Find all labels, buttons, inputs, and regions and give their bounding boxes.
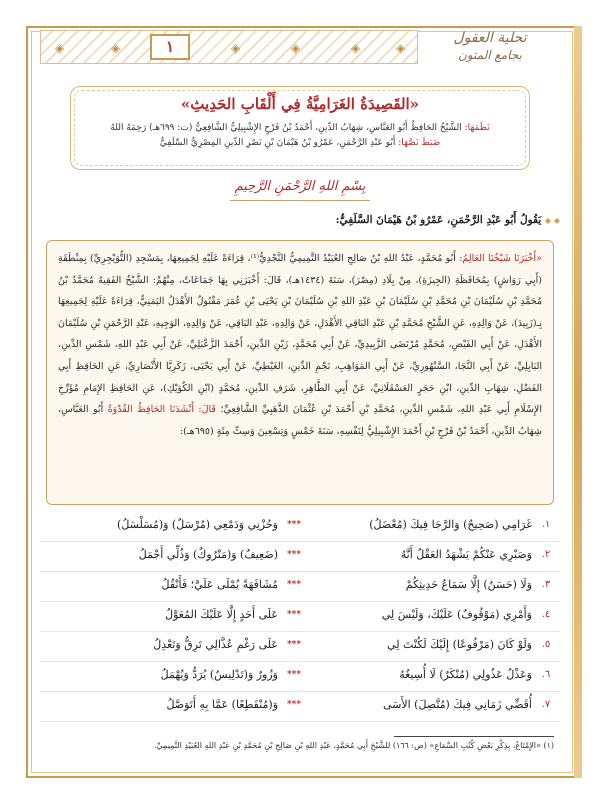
diamond-bullets-icon: ◆ ◆: [544, 215, 560, 225]
verse-first-hemistich: وَصَبْرِي عَنْكُمْ يَشْهَدُ العَقْلُ أَنَّهُ: [400, 548, 532, 561]
verse-row: [40, 692, 560, 722]
verse-row: [40, 542, 560, 572]
isnad-opening: «أَخْبَرَنَا شَيْخُنَا العَالِمُ:: [459, 253, 542, 264]
page-number: ١: [150, 34, 190, 60]
intro-line: [40, 214, 560, 226]
verse-row: [40, 572, 560, 602]
verse-second-hemistich: وَزُورٌ وَ(تَدْلِيسٌ) يُرَدُّ وَيُهْمَلُ: [160, 668, 278, 681]
isnad-body: أَبُو مُحَمَّدٍ، عَبْدُ اللهِ بْنُ صَالِحِ العُبَيْدُ التَّمِيمِيُّ النَّجْدِيُّ⁽¹⁾، قِرَاءَةً عَلَيْهِ لِجَمِيعِهَا، بِمَسْجِدِ (التُّوَيْجِرِيِّ) بِمِنْطَقَةِ (أَبِي رَوَاشٍ) بِمُحَافَظَةِ (الجِيزَةِ)، مِنْ بِلَادِ (مِصْرَ)، سَنَةَ (١٤٣٤هـ)، قَالَ: أَخْبَرَنِي بِهَا جَمَاعَاتٌ، مِنْهُمْ: الشَّيْخُ الفَقِيهُ مُحَمَّدُ بْنُ مُحَمَّدِ بْنِ سُلَيْمَانَ بْنِ مُحَمَّدِ بْنِ سُلَيْمَانَ بْنِ عَبْدِ اللهِ بْنِ سُلَيْمَانَ بْنِ يَحْيَى بْنِ عُمَرَ مَقْبُولٌ الأَهْدَلُ اليَمَنِيُّ، قِرَاءَةً عَلَيْهِ لِجَمِيعِهَا بِـ(زَبِيدَ)، عَنْ وَالِدِهِ، عَنِ الشَّيْخِ مُحَمَّدِ بْنِ عَبْدِ البَاقِي الأَهْدَلِ، عَنْ وَالِدِهِ، عَبْدِ البَاقِي، عَنْ وَالِدِهِ، الوَجِيهِ، عَبْدِ الرَّحْمَنِ بْنِ سُلَيْمَانَ الأَهْدَلِ، عَنْ أَبِي الفَيْضِ، مُحَمَّدٍ مُرْتَضَى الزَّبِيدِيِّ، عَنْ أَبِي مُحَمَّدٍ، زَيْنِ الدِّينِ، أَحْمَدَ الزَّعْبَلِيِّ، عَنْ أَبِي عَبْدِ اللهِ، شَمْسِ الدِّينِ، البَابِلِيِّ، عَنْ أَبِي النَّجَا، السَّنْهُورِيِّ، عَنْ أَبِي المَوَاهِبِ، نَجْمِ الدِّينِ، الغَيْطِيِّ، عَنْ أَبِي يَحْيَى، زَكَرِيَّا الأَنْصَارِيِّ، عَنِ الحَافِظِ أَبِي الفَضْلِ، شِهَابِ الدِّينِ، ابْنِ حَجَرٍ العَسْقَلَانِيِّ، عَنْ أَبِي الطَّاهِرِ، شَرَفِ الدِّينِ، مُحَمَّدٍ (ابْنِ الكُوَيْكِ)، عَنِ الحَافِظِ الإِمَامِ مُؤَرِّخِ الإِسْلَامِ أَبِي عَبْدِ اللهِ، شَمْسِ الدِّينِ، مُحَمَّدِ بْنِ أَحْمَدَ بْنِ عُثْمَانَ الذَّهَبِيِّ الشَّافِعِيِّ؛: [58, 253, 542, 416]
verse-separator: ***: [286, 550, 302, 560]
poem-verses: [40, 512, 560, 732]
verse-number: ١.: [541, 519, 551, 530]
verse-row: [40, 662, 560, 692]
basmala-divider: [230, 200, 370, 201]
diamond-ornament-icon: ◈: [55, 41, 65, 55]
verse-row: [40, 602, 560, 632]
poem-title: «القَصِيدَةُ الغَرَامِيَّةُ فِي أَلْقَابِ الحَدِيثِ»: [180, 95, 420, 113]
basmala: بِسْمِ اللهِ الرَّحْمَنِ الرَّحِيمِ: [234, 179, 366, 194]
verse-separator: ***: [286, 520, 302, 530]
header-ornament-band: [40, 30, 418, 64]
side-ornament-strip: [574, 26, 582, 778]
editor-line: [71, 136, 529, 151]
logo-line-2: بجامع المتون: [458, 48, 522, 62]
verse-separator: ***: [286, 670, 302, 680]
verse-first-hemistich: وَلَوْ كَانَ (مَرْفُوعًا) إِلَيْكَ لَكُنْتَ لِي: [387, 638, 532, 651]
footnote: (١) «الإِمْتَاعُ، بِذِكْرِ بَعْضِ كُتُبِ السَّمَاعِ» (ص: ١٦٦) للشَّيْخِ أَبِي مُحَمَّدٍ، عَبْدِ اللهِ بْنِ صَالِحِ بْنِ مُحَمَّدِ بْنِ عَبْدِ اللهِ العُبَيْدِ التَّمِيمِيِّ.: [153, 741, 554, 750]
verse-number: ٧.: [541, 699, 551, 710]
verse-separator: ***: [286, 580, 302, 590]
diamond-ornament-icon: ◈: [291, 41, 301, 55]
nazm-text: الشَّيْخُ الحَافِظُ أَبُو العَبَّاسِ، شِهَابُ الدِّينِ، أَحْمَدُ بْنُ فَرْحٍ الإِشْبِيلِيُّ الشَّافِعِيُّ (ت: ٦٩٩هـ) رَحِمَهُ اللهُ: [110, 123, 462, 133]
verse-separator: ***: [286, 700, 302, 710]
verse-number: ٢.: [541, 549, 551, 560]
verse-second-hemistich: مُشَافَهَةً يُمْلَى عَلَيَّ؛ فَأَنْقُلُ: [161, 578, 278, 591]
verse-first-hemistich: وَأَمْرِي (مَوْقُوفٌ) عَلَيْكَ، وَلَيْسَ لِي: [381, 608, 532, 621]
intro-text: يَقُولُ أَبُو عَبْدِ الرَّحْمَنِ، عَمْرُو بْنُ هَيْمَانَ السَّلَفِيُّ:: [335, 214, 542, 226]
footnote-divider: [394, 736, 554, 737]
verse-second-hemistich: عَلَى رَغْمِ عُذَّالِي تَرِقُّ وَتَعْدِلُ: [153, 638, 278, 651]
verse-number: ٥.: [541, 639, 551, 650]
verse-first-hemistich: غَرَامِي (صَحِيحٌ) وَالرَّجَا فِيكَ (مُعْضَلُ): [369, 518, 532, 531]
diamond-ornament-icon: ◈: [111, 41, 121, 55]
author-line: [71, 121, 529, 136]
verse-first-hemistich: أُقَضِّي زَمَانِي فِيكَ (مُتَّصِلَ) الأَسَى: [382, 698, 532, 711]
nazm-label: نَظَمَهَا:: [464, 123, 490, 133]
verse-second-hemistich: وَحُزْنِي وَدَمْعِي (مُرْسَلٌ) وَ(مُسَلْسَلُ): [117, 518, 278, 531]
isnad-qala: قَالَ: أَنْشَدَنَا الحَافِظُ القُدْوَةُ: [107, 404, 216, 416]
diamond-ornament-icon: ◈: [231, 41, 241, 55]
verse-number: ٦.: [541, 669, 551, 680]
book-logo: [425, 30, 555, 66]
verse-second-hemistich: (ضَعِيفٌ) وَ(مَتْرُوكٌ) وَذُلِّي أَجْمَلُ: [138, 548, 278, 561]
title-box: [70, 86, 530, 170]
verse-row: [40, 512, 560, 542]
diamond-ornament-icon: ◈: [351, 41, 361, 55]
diamond-ornament-icon: ◈: [396, 41, 406, 55]
dabt-text: أَبُو عَبْدِ الرَّحْمَنِ، عَمْرُو بْنُ هَيْمَانَ بْنِ نَصْرِ الدِّينِ المِصْرِيُّ السَّلَفِيُّ: [159, 138, 396, 148]
verse-separator: ***: [286, 610, 302, 620]
verse-first-hemistich: وَعَذْلُ عَذُولِي (مُنْكَرٌ) لَا أُسِيغُهُ: [399, 668, 532, 681]
verse-separator: ***: [286, 640, 302, 650]
dabt-label: ضَبَطَ نَصَّهَا:: [398, 138, 441, 148]
verse-second-hemistich: عَلَى أَحَدٍ إِلَّا عَلَيْكَ المُعَوَّلُ: [165, 608, 278, 621]
verse-second-hemistich: وَ(مُنْقَطِعًا) عَمَّا بِهِ أَتَوَصَّلُ: [166, 698, 278, 711]
verse-row: [40, 632, 560, 662]
verse-first-hemistich: وَلَا (حَسَنٌ) إِلَّا سَمَاعُ حَدِيثِكُمْ: [405, 578, 532, 591]
logo-line-1: تحلية العقول: [453, 30, 527, 46]
isnad-text: [58, 248, 542, 500]
verse-number: ٣.: [541, 579, 551, 590]
verse-number: ٤.: [541, 609, 551, 620]
isnad-closing: أَبُو العَبَّاسِ، شِهَابُ الدِّينِ، أَحْمَدُ بْنُ فَرْحٍ بْنِ أَحْمَدَ الإِشْبِيلِيُّ لِنَفْسِهِ، سَنَةَ خَمْسٍ وَتِسْعِينَ وَسِتِّ مِئَةٍ (٦٩٥هـ):: [58, 404, 542, 437]
